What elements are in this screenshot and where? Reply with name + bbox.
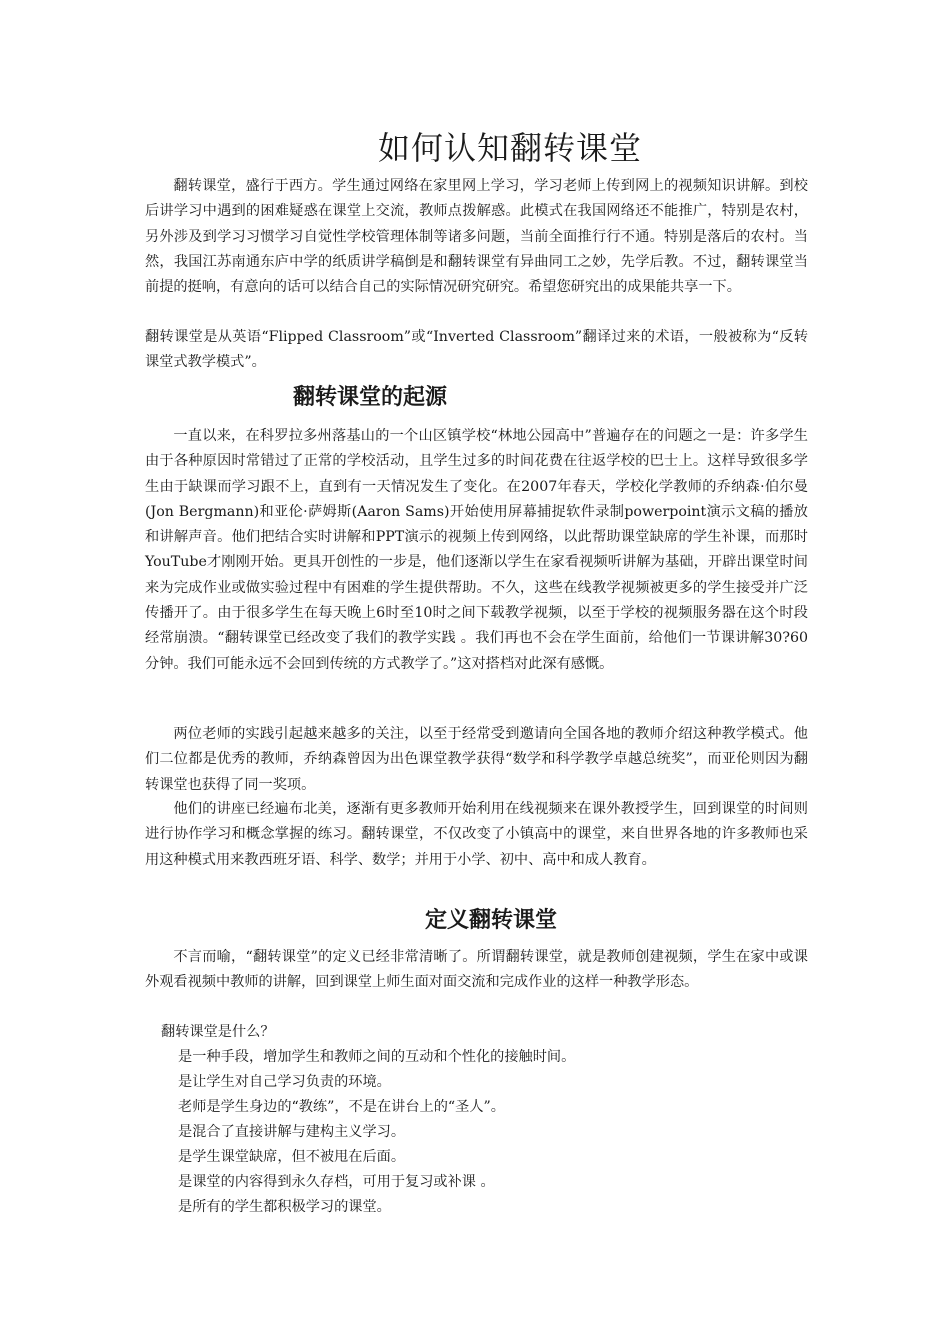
document-title: 如何认知翻转课堂 — [377, 129, 642, 167]
definition-question: 翻转课堂是什么？ — [161, 1024, 275, 1040]
list-item: 是混合了直接讲解与建构主义学习。 — [178, 1124, 406, 1140]
list-item: 是一种手段，增加学生和教师之间的互动和个性化的接触时间。 — [178, 1049, 576, 1065]
list-item: 是课堂的内容得到永久存档，可用于复习或补课 。 — [178, 1174, 495, 1190]
list-item: 老师是学生身边的“教练”，不是在讲台上的“圣人”。 — [178, 1099, 505, 1115]
origin-paragraph-2: 两位老师的实践引起越来越多的关注，以至于经常受到邀请向全国各地的教师介绍这种教学模式。他们二位都是优秀的教师，乔纳森曾因为出色课堂教学获得“数学和科学教学卓越总统奖”，而亚伦则因为翻转课堂也获得了同一奖项。 — [145, 726, 808, 793]
origin-paragraph-3: 他们的讲座已经遍布北美，逐渐有更多教师开始利用在线视频来在课外教授学生，回到课堂的时间则进行协作学习和概念掌握的练习。翻转课堂，不仅改变了小镇高中的课堂，来自世界各地的许多教师也采用这种模式用来教西班牙语、科学、数学；并用于小学、初中、高中和成人教育。 — [145, 801, 808, 868]
list-item: 是学生课堂缺席，但不被甩在后面。 — [178, 1149, 406, 1165]
list-item: 是让学生对自己学习负责的环境。 — [178, 1074, 391, 1090]
section-heading-definition: 定义翻转课堂 — [425, 908, 558, 933]
list-item: 是所有的学生都积极学习的课堂。 — [178, 1199, 391, 1215]
definition-paragraph: 不言而喻，“翻转课堂”的定义已经非常清晰了。所谓翻转课堂，就是教师创建视频，学生在家中或课外观看视频中教师的讲解，回到课堂上师生面对面交流和完成作业的这样一种教学形态。 — [145, 949, 808, 991]
section-heading-origin: 翻转课堂的起源 — [293, 385, 448, 410]
origin-paragraph-1: 一直以来，在科罗拉多州落基山的一个山区镇学校“林地公园高中”普遍存在的问题之一是：许多学生由于各种原因时常错过了正常的学校活动，且学生过多的时间花费在往返学校的巴士上。这样导致很多学生由于缺课而学习跟不上，直到有一天情况发生了变化。在2007年春天，学校化学教师的乔纳森·伯尔曼(Jon Bergmann)和亚伦·萨姆斯(Aaron Sams)开始使用屏幕捕捉软件录制powerpoint演示文稿的播放和讲解声音。他们把结合实时讲解和PPT演示的视频上传到网络，以此帮助课堂缺席的学生补课，而那时YouTube才刚刚开始。更具开创性的一步是，他们逐渐以学生在家看视频听讲解为基础，开辟出课堂时间来为完成作业或做实验过程中有困难的学生提供帮助。不久，这些在线教学视频被更多的学生接受并广泛传播开了。由于很多学生在每天晚上6时至10时之间下载教学视频，以至于学校的视频服务器在这个时段经常崩溃。“翻转课堂已经改变了我们的教学实践 。我们再也不会在学生面前，给他们一节课讲解30?60分钟。我们可能永远不会回到传统的方式教学了。”这对搭档对此深有感慨。 — [145, 428, 808, 672]
intro-paragraph-1: 翻转课堂，盛行于西方。学生通过网络在家里网上学习，学习老师上传到网上的视频知识讲解。到校后讲学习中遇到的困难疑惑在课堂上交流，教师点拨解惑。此模式在我国网络还不能推广，特别是农村，另外涉及到学习习惯学习自觉性学校管理体制等诸多问题，当前全面推行行不通。特别是落后的农村。当然，我国江苏南通东庐中学的纸质讲学稿倒是和翻转课堂有异曲同工之妙，先学后教。不过，翻转课堂当前提的挺响，有意向的话可以结合自己的实际情况研究研究。希望您研究出的成果能共享一下。 — [145, 178, 808, 296]
intro-paragraph-2: 翻转课堂是从英语“Flipped Classroom”或“Inverted Classroom”翻译过来的术语，一般被称为“反转课堂式教学模式”。 — [145, 329, 808, 371]
